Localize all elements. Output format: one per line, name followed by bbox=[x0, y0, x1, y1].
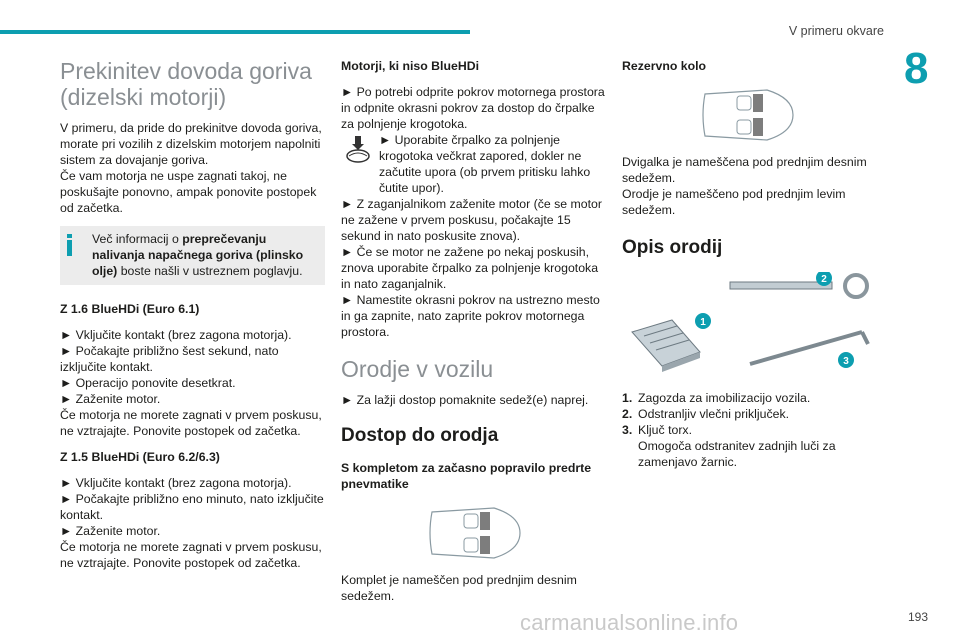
svg-text:2: 2 bbox=[821, 274, 827, 285]
sec2-line: Če motorja ne morete zagnati v prvem poskusu, ne vztrajajte. Ponovite postopek od začetka. bbox=[60, 540, 322, 570]
repair-kit-title: S kompletom za začasno popravilo predrte pnevmatike bbox=[341, 461, 592, 491]
header-accent-bar bbox=[0, 30, 470, 34]
tools-list bbox=[622, 390, 872, 470]
callout-3 bbox=[838, 352, 854, 368]
page-number: 193 bbox=[907, 610, 928, 624]
column-1 bbox=[60, 58, 325, 571]
tools-illustration bbox=[622, 272, 872, 382]
spare-wheel-title: Rezervno kolo bbox=[622, 59, 707, 73]
non-bluehdi-title: Motorji, ki niso BlueHDi bbox=[341, 59, 480, 73]
intro-paragraph-1: V primeru, da pride do prekinitve dovoda goriva, morate pri vozilih z dizelskim motorjem napolniti sistem za dovajanje goriva. bbox=[60, 121, 322, 167]
fuel-cut-title: Prekinitev dovoda goriva (dizelski motorji) bbox=[60, 58, 312, 110]
sec2-line: ► Počakajte približno eno minuto, nato izključite kontakt. bbox=[60, 492, 324, 522]
intro-paragraph-2: Če vam motorja ne uspe zagnati takoj, ne poskušajte ponovno, ampak ponovite postopek od začetka. bbox=[60, 169, 317, 215]
watermark: carmanualsonline.info bbox=[520, 610, 739, 635]
list-item-extra bbox=[622, 438, 872, 470]
item-text: Zagozda za imobilizacijo vozila. bbox=[638, 391, 811, 405]
callout-1 bbox=[695, 313, 711, 329]
spare-wheel-location-diagram bbox=[697, 84, 797, 146]
sec1-line: ► Počakajte približno šest sekund, nato izključite kontakt. bbox=[60, 344, 279, 374]
list-item bbox=[622, 390, 872, 406]
item-number: 1. bbox=[622, 391, 633, 405]
info-text-bold: preprečevanju nalivanja napačnega goriva (plinsko olje) bbox=[92, 232, 304, 278]
svg-text:1: 1 bbox=[700, 317, 706, 328]
spare-wheel-text: Dvigalka je nameščena pod prednjim desnim sedežem. bbox=[622, 155, 867, 185]
column-3 bbox=[622, 58, 872, 470]
repair-kit-text: Komplet je nameščen pod prednjim desnim sedežem. bbox=[341, 573, 577, 603]
sec-euro62-title: Z 1.5 BlueHDi (Euro 6.2/6.3) bbox=[60, 450, 220, 464]
info-box bbox=[60, 226, 325, 285]
tools-description-title: Opis orodij bbox=[622, 237, 723, 258]
list-item bbox=[622, 422, 872, 438]
non-bluehdi-step: ► Z zaganjalnikom zaženite motor (če se motor ne zažene v prvem poskusu, počakajte 15 sekund in nato poskusite znova). bbox=[341, 197, 602, 243]
non-bluehdi-step bbox=[341, 132, 606, 196]
car-seat-location-diagram bbox=[424, 502, 524, 564]
spare-wheel-text: Orodje je nameščeno pod prednjim levim sedežem. bbox=[622, 187, 846, 217]
chapter-number: 8 bbox=[904, 44, 929, 93]
pump-step-text: ► Uporabite črpalko za polnjenje krogotoka večkrat zapored, dokler ne začutite upora (ob prvem pritisku lahko čutite upor). bbox=[379, 133, 591, 195]
info-icon bbox=[66, 234, 74, 256]
sec2-line: ► Zaženite motor. bbox=[60, 524, 161, 538]
tool-access-title: Dostop do orodja bbox=[341, 425, 499, 446]
sec1-line: Če motorja ne morete zagnati v prvem poskusu, ne vztrajajte. Ponovite postopek od začetka. bbox=[60, 408, 322, 438]
item-text: Ključ torx. bbox=[638, 423, 692, 437]
item-extra-text: Omogoča odstranitev zadnjih luči za zamenjavo žarnic. bbox=[638, 439, 836, 469]
list-item bbox=[622, 406, 872, 422]
column-2 bbox=[341, 58, 606, 604]
section-header: V primeru okvare bbox=[788, 24, 884, 38]
item-number: 3. bbox=[622, 423, 633, 437]
non-bluehdi-step: ► Če se motor ne zažene po nekaj poskusih, znova uporabite črpalko za polnjenje krogotoka in nato zaganjalnik. bbox=[341, 245, 599, 291]
sec2-line: ► Vključite kontakt (brez zagona motorja). bbox=[60, 476, 292, 490]
item-text: Odstranljiv vlečni priključek. bbox=[638, 407, 790, 421]
non-bluehdi-step: ► Po potrebi odprite pokrov motornega prostora in odpnite okrasni pokrov za dostop do črpalke za polnjenje krogotoka. bbox=[341, 85, 605, 131]
tools-in-vehicle-text: ► Za lažji dostop pomaknite sedež(e) naprej. bbox=[341, 393, 589, 407]
sec1-line: ► Vključite kontakt (brez zagona motorja). bbox=[60, 328, 292, 342]
item-number: 2. bbox=[622, 407, 633, 421]
non-bluehdi-step: ► Namestite okrasni pokrov na ustrezno mesto in ga zapnite, nato zaprite pokrov motornega prostora. bbox=[341, 293, 600, 339]
info-text-pre: Več informacij o bbox=[92, 232, 183, 246]
info-text-post: boste našli v ustreznem poglavju. bbox=[117, 264, 303, 278]
sec-euro61-title: Z 1.6 BlueHDi (Euro 6.1) bbox=[60, 302, 200, 316]
tools-in-vehicle-title: Orodje v vozilu bbox=[341, 356, 494, 382]
svg-text:3: 3 bbox=[843, 356, 849, 367]
sec1-line: ► Operacijo ponovite desetkrat. bbox=[60, 376, 236, 390]
priming-pump-icon bbox=[343, 136, 373, 164]
sec1-line: ► Zaženite motor. bbox=[60, 392, 161, 406]
